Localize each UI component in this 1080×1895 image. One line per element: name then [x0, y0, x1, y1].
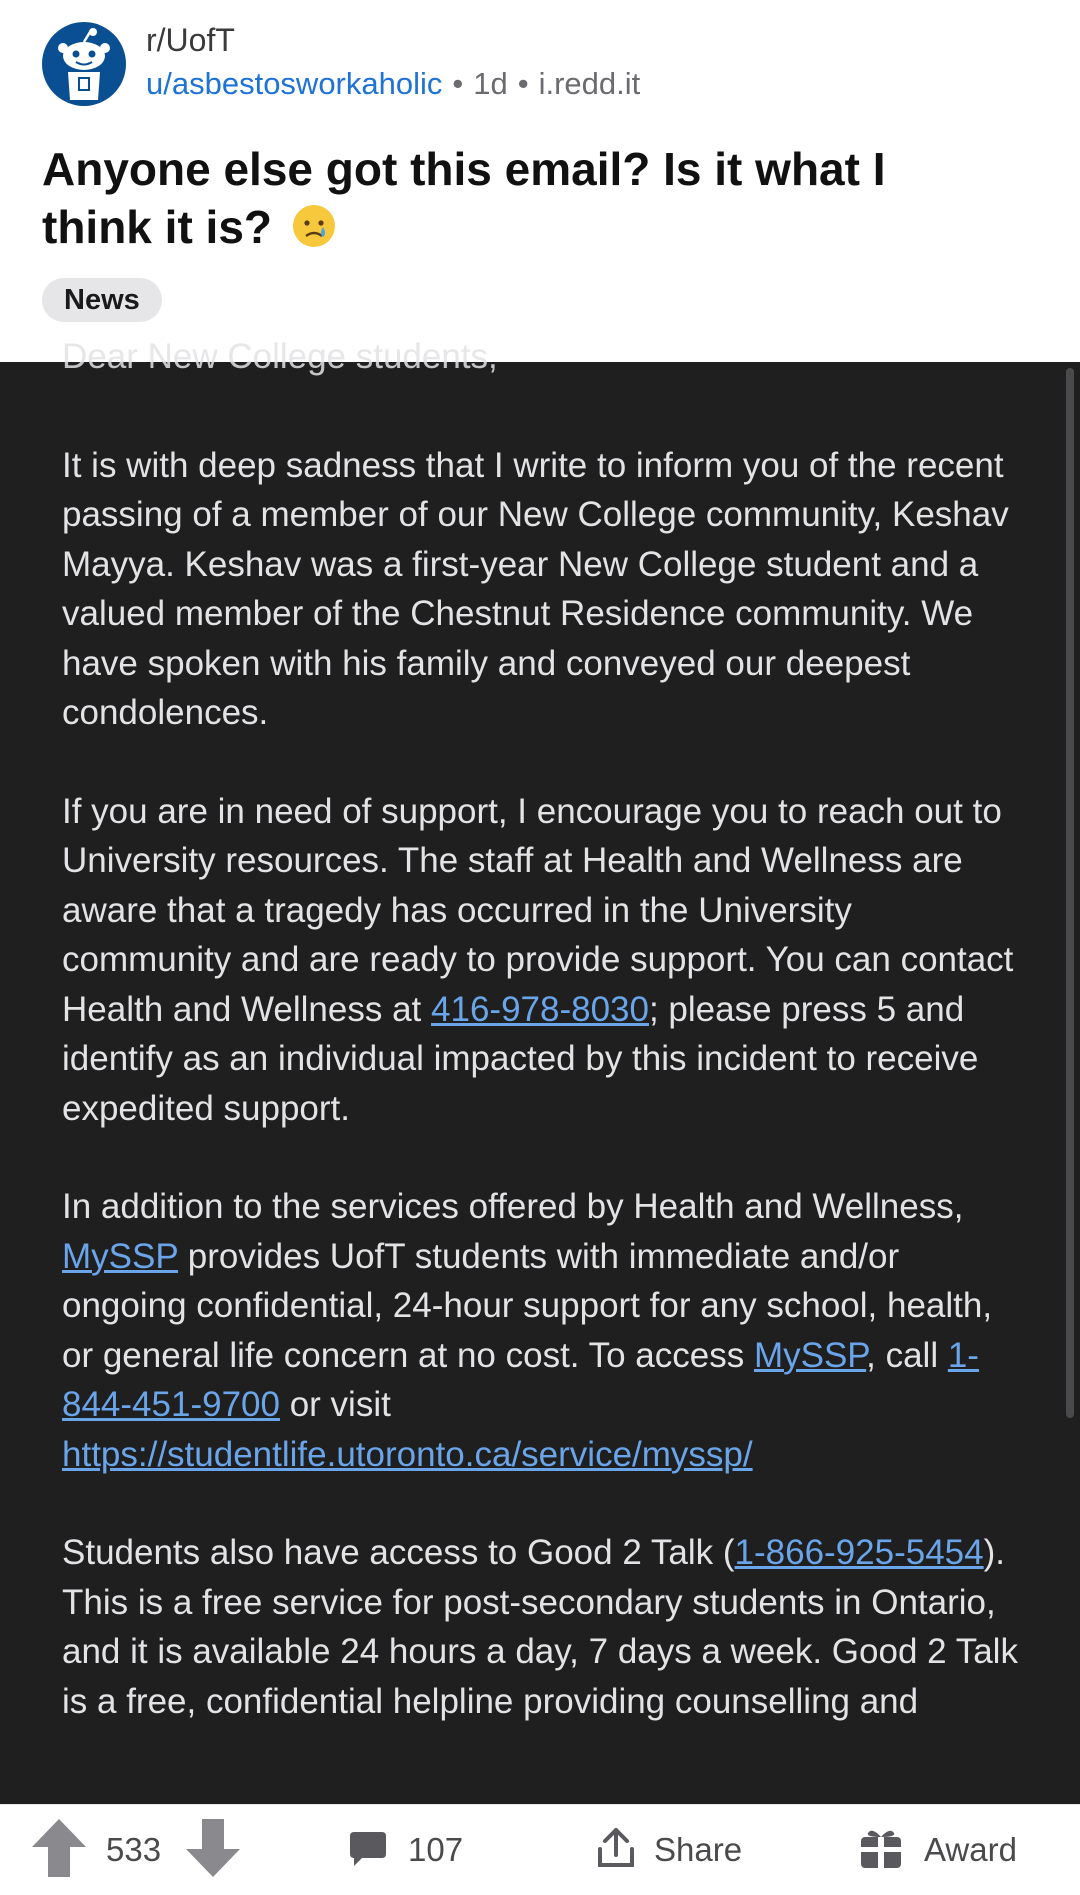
author-link[interactable]: u/asbestosworkaholic — [146, 66, 443, 101]
post-domain[interactable]: i.redd.it — [538, 66, 641, 101]
award-button[interactable] — [858, 1805, 1017, 1895]
email-text: provides UofT students with immediate and/or ongoing confidential, 24-hour support for any school, health, or general life concern at no cost. To access — [62, 1236, 993, 1375]
myssp-phone-link: 1-844-451-9700 — [62, 1335, 979, 1424]
meta-separator: • — [517, 66, 529, 101]
myssp-link: MySSP — [62, 1236, 179, 1276]
upvote-arrow-icon — [30, 1817, 88, 1884]
crying-face-emoji-icon — [291, 203, 337, 262]
share-label: Share — [654, 1831, 743, 1868]
email-text: Students also have access to Good 2 Talk ( — [62, 1533, 735, 1572]
subreddit-avatar-icon[interactable] — [42, 22, 126, 106]
post-title[interactable] — [42, 140, 1002, 262]
email-text: ; please press 5 and identify as an individual impacted by this incident to receive expedited support. — [62, 989, 979, 1128]
downvote-arrow-icon — [184, 1817, 242, 1884]
award-label: Award — [924, 1831, 1017, 1868]
share-icon — [596, 1827, 636, 1874]
email-scrollbar — [1066, 368, 1074, 1418]
email-text: , call — [866, 1335, 948, 1375]
email-text: In addition to the services offered by Health and Wellness, — [62, 1187, 964, 1226]
good2talk-phone-link: 1-866-925-5454 — [734, 1533, 984, 1572]
subreddit-name[interactable]: r/UofT — [146, 22, 235, 58]
post-meta — [146, 66, 640, 102]
vote-score-text: 533 — [106, 1831, 162, 1868]
post-flair[interactable]: News — [42, 278, 162, 322]
email-body — [62, 332, 1022, 1775]
email-text: If you are in need of support, I encourage you to reach out to University resources. The staff at Health and Wellness are aware that a tragedy has occurred in the University community and are ready to provide support. You can contact Health and Wellness at — [62, 791, 1014, 1029]
post-action-bar — [0, 1804, 1080, 1895]
myssp-link: MySSP — [753, 1335, 867, 1375]
gift-icon — [858, 1825, 904, 1876]
email-screenshot[interactable] — [0, 337, 1080, 1804]
email-paragraph-1: It is with deep sadness that I write to inform you of the recent passing of a member of our New College community, Keshav Mayya. Keshav was a first-year New College student and a valued member of the Chestnut Residence community. We have spoken with his family and conveyed our deepest condolences. — [62, 445, 1009, 732]
post-age: 1d — [473, 66, 508, 101]
email-paragraph-4 — [62, 1528, 1022, 1726]
post-title-text: Anyone else got this email? Is it what I think it is? — [42, 143, 886, 253]
email-text: or visit — [279, 1385, 391, 1424]
email-greeting: Dear New College students, — [62, 337, 498, 376]
share-button[interactable] — [596, 1805, 742, 1895]
meta-separator: • — [452, 66, 464, 101]
vote-score — [106, 1805, 161, 1895]
email-text: ). This is a free service for post-secondary students in Ontario, and it is available 24 hours a day, 7 days a week. Good 2 Talk is a free, confidential helpline providing counselling and — [62, 1533, 1018, 1721]
email-paragraph-3 — [62, 1182, 1022, 1479]
email-paragraph-2 — [62, 787, 1022, 1134]
comment-count: 107 — [408, 1831, 464, 1868]
upvote-button[interactable] — [30, 1805, 88, 1895]
post-header — [0, 0, 1080, 362]
downvote-button[interactable] — [184, 1805, 242, 1895]
comments-button[interactable] — [348, 1805, 463, 1895]
comment-bubble-icon — [348, 1828, 388, 1873]
myssp-url-link: https://studentlife.utoronto.ca/service/myssp/ — [62, 1434, 753, 1474]
health-wellness-phone-link: 416-978-8030 — [431, 989, 649, 1029]
